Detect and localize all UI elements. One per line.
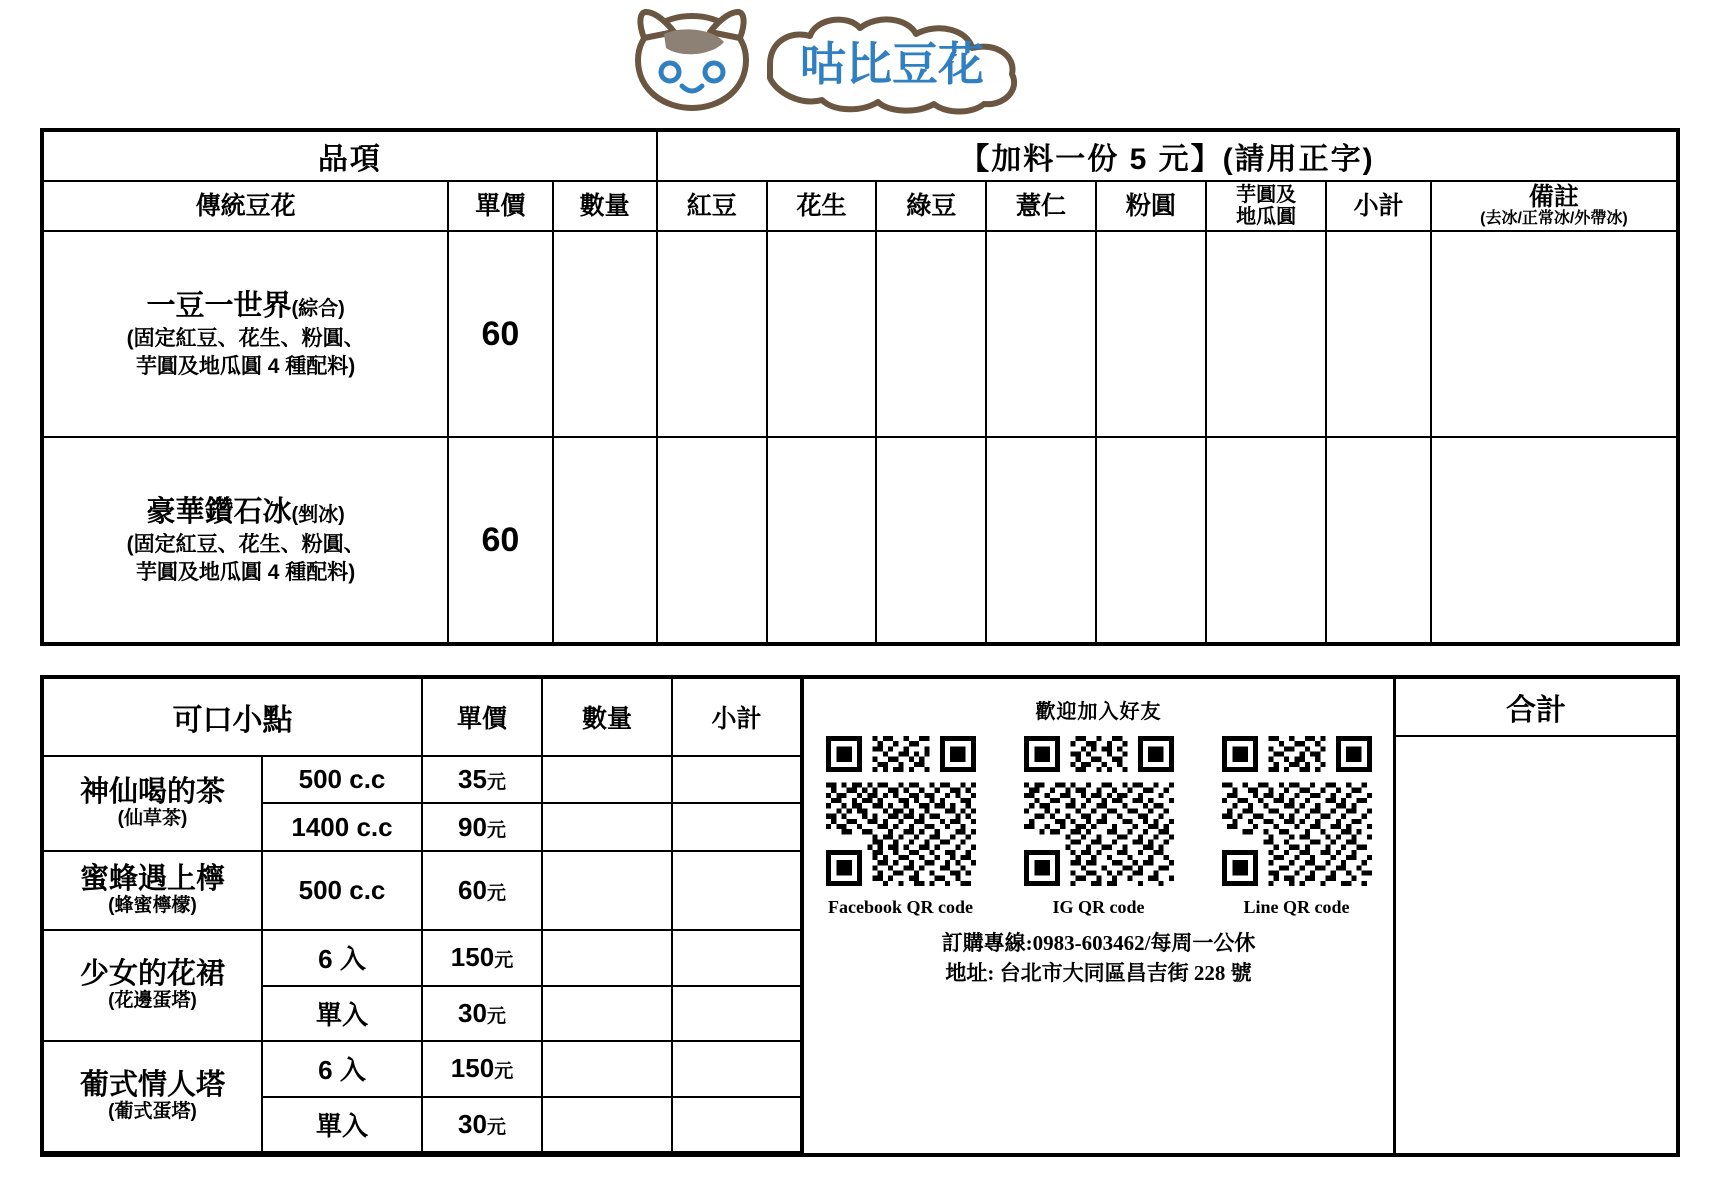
snacks-header-qty: 數量 (542, 679, 672, 756)
snack-size-2-0: 6 入 (262, 930, 422, 985)
item-qty-input-1[interactable] (553, 231, 657, 437)
snack-price-unit-0-0: 元 (486, 772, 506, 794)
qr-facebook[interactable] (826, 736, 976, 918)
snack-name-cn-1: 蜜蜂遇上檸 (79, 863, 225, 896)
order-table-title-row (42, 130, 1678, 181)
snack-name-sub-3: (葡式蛋塔) (108, 1101, 197, 1123)
qr-code-icon (1024, 736, 1174, 886)
snack-name-cn-2: 少女的花裙 (79, 958, 225, 991)
order-sheet (40, 128, 1680, 646)
snack-price-unit-2-1: 元 (486, 1005, 506, 1027)
qr-caption-line: Line QR code (1243, 897, 1350, 917)
brand-name-text: 咕比豆花 (800, 38, 984, 90)
snack-size-3-0: 6 入 (262, 1041, 422, 1096)
topping-line-2: 地瓜圓 (1236, 206, 1297, 228)
address-line: 地址: 台北市大同區昌吉街 228 號 (945, 961, 1252, 986)
item-name-cell-2 (42, 437, 448, 644)
snack-size-0-0: 500 c.c (262, 756, 422, 803)
snack-price-value-0-1: 90 (458, 811, 487, 842)
snack-price-value-2-1: 30 (458, 997, 487, 1028)
item-topping-taro-2[interactable] (1206, 437, 1327, 644)
order-table-header-row (42, 181, 1678, 231)
item-subtotal-1[interactable] (1326, 231, 1430, 437)
snack-name-lace-tart (44, 930, 262, 1041)
snack-row (44, 756, 801, 803)
item-title-2 (45, 494, 446, 530)
col-topping-tapioca: 粉圓 (1096, 181, 1206, 231)
item-name-cell-1 (42, 231, 448, 437)
snack-subtotal-2-0[interactable] (672, 930, 801, 985)
snack-size-3-1: 單入 (262, 1097, 422, 1152)
snack-subtotal-0-0[interactable] (672, 756, 801, 803)
snack-qty-1-0[interactable] (542, 851, 672, 930)
col-remark (1431, 181, 1678, 231)
snack-name-sub-0: (仙草茶) (117, 807, 188, 829)
snack-qty-2-1[interactable] (542, 986, 672, 1041)
topping-line-1: 芋圓及 (1236, 184, 1297, 206)
snack-name-cn-0: 神仙喝的茶 (79, 776, 225, 809)
total-panel (1396, 679, 1676, 1153)
snack-price-value-0-0: 35 (458, 764, 487, 795)
header-items: 品項 (42, 130, 657, 181)
order-row-item-2 (42, 437, 1678, 644)
item-title-1 (45, 288, 446, 324)
item-topping-red-bean-1[interactable] (657, 231, 767, 437)
item-topping-peanut-1[interactable] (767, 231, 877, 437)
col-subtotal: 小計 (1326, 181, 1430, 231)
snack-qty-3-1[interactable] (542, 1097, 672, 1152)
total-value-field[interactable] (1396, 737, 1676, 1153)
brand-name-bubble (770, 19, 1014, 111)
item-topping-taro-1[interactable] (1206, 231, 1327, 437)
snack-size-1-0: 500 c.c (262, 851, 422, 930)
item-topping-job-tears-1[interactable] (986, 231, 1096, 437)
friend-invite-text: 歡迎加入好友 (1035, 701, 1162, 723)
snack-name-tea (44, 756, 262, 851)
col-topping-peanut: 花生 (767, 181, 877, 231)
snack-subtotal-3-1[interactable] (672, 1097, 801, 1152)
snack-qty-3-0[interactable] (542, 1041, 672, 1096)
order-row-item-1 (42, 231, 1678, 437)
remark-subtitle: (去冰/正常冰/外帶冰) (1480, 209, 1628, 227)
item-price-2: 60 (448, 437, 552, 644)
snacks-header-row (44, 679, 801, 756)
contact-panel (804, 679, 1396, 1153)
snacks-panel (44, 679, 804, 1153)
col-topping-mung-bean: 綠豆 (876, 181, 986, 231)
snack-name-honey-lemon (44, 851, 262, 930)
snack-price-0-1 (422, 803, 542, 850)
item-desc-line2-2: 芋圓及地瓜圓 4 種配料) (135, 561, 356, 585)
snack-price-value-2-0: 150 (450, 942, 495, 973)
item-desc-line2-1: 芋圓及地瓜圓 4 種配料) (135, 355, 356, 379)
col-topping-red-bean: 紅豆 (657, 181, 767, 231)
qr-code-icon (1222, 736, 1372, 886)
snack-price-3-1 (422, 1097, 542, 1152)
item-qty-input-2[interactable] (553, 437, 657, 644)
snacks-header-name: 可口小點 (44, 679, 422, 756)
qr-code-icon (826, 736, 976, 886)
item-topping-job-tears-2[interactable] (986, 437, 1096, 644)
snack-price-value-3-1: 30 (458, 1108, 487, 1139)
snack-size-2-1: 單入 (262, 986, 422, 1041)
contact-details (804, 928, 1393, 989)
col-unit-price: 單價 (448, 181, 552, 231)
snacks-header-price: 單價 (422, 679, 542, 756)
header-toppings: 【加料一份 5 元】(請用正字) (657, 130, 1678, 181)
qr-code-row (804, 736, 1393, 918)
snack-price-0-0 (422, 756, 542, 803)
cat-logo-icon (638, 12, 746, 108)
snack-price-2-1 (422, 986, 542, 1041)
snack-price-value-1-0: 60 (458, 874, 487, 905)
item-title-text-1: 一豆一世界 (146, 289, 292, 322)
snack-row (44, 1041, 801, 1096)
item-desc-line1-1: (固定紅豆、花生、粉圓、 (126, 326, 365, 350)
total-label: 合計 (1396, 679, 1676, 737)
snack-name-sub-1: (蜂蜜檸檬) (108, 894, 197, 916)
snack-name-cn-3: 葡式情人塔 (79, 1069, 225, 1102)
col-topping-job-tears: 薏仁 (986, 181, 1096, 231)
remark-title: 備註 (1528, 183, 1579, 212)
snack-size-0-1: 1400 c.c (262, 803, 422, 850)
snack-row (44, 851, 801, 930)
item-topping-mung-bean-2[interactable] (876, 437, 986, 644)
snack-subtotal-1-0[interactable] (672, 851, 801, 930)
item-title-text-2: 豪華鑽石冰 (146, 495, 292, 528)
snack-price-unit-3-1: 元 (486, 1116, 506, 1138)
item-price-1: 60 (448, 231, 552, 437)
snack-row (44, 930, 801, 985)
item-subtotal-2[interactable] (1326, 437, 1430, 644)
item-desc-line1-2: (固定紅豆、花生、粉圓、 (126, 532, 365, 556)
item-remark-1[interactable] (1431, 231, 1678, 437)
item-title-paren-2: (剉冰) (291, 503, 345, 526)
snack-subtotal-0-1[interactable] (672, 803, 801, 850)
snacks-header-subtotal: 小計 (672, 679, 801, 756)
col-traditional-douhua: 傳統豆花 (42, 181, 448, 231)
snack-subtotal-2-1[interactable] (672, 986, 801, 1041)
qr-instagram[interactable] (1024, 736, 1174, 918)
snack-price-1-0 (422, 851, 542, 930)
item-topping-red-bean-2[interactable] (657, 437, 767, 644)
order-phone-line: 訂購專線:0983-603462/每周一公休 (941, 931, 1256, 955)
order-table (40, 128, 1680, 646)
snack-price-unit-0-1: 元 (486, 819, 506, 841)
brand-logo (620, 8, 1120, 118)
item-title-paren-1: (綜合) (291, 297, 345, 320)
item-topping-peanut-2[interactable] (767, 437, 877, 644)
item-topping-tapioca-2[interactable] (1096, 437, 1206, 644)
qr-line[interactable] (1222, 736, 1372, 918)
snack-price-unit-1-0: 元 (486, 882, 506, 904)
snack-price-3-0 (422, 1041, 542, 1096)
snack-price-unit-3-0: 元 (494, 1061, 514, 1083)
snack-price-2-0 (422, 930, 542, 985)
snack-qty-0-1[interactable] (542, 803, 672, 850)
snack-name-sub-2: (花邊蛋塔) (108, 990, 197, 1012)
snack-subtotal-3-0[interactable] (672, 1041, 801, 1096)
qr-caption-facebook: Facebook QR code (828, 897, 973, 917)
item-topping-tapioca-1[interactable] (1096, 231, 1206, 437)
snack-qty-2-0[interactable] (542, 930, 672, 985)
snack-price-unit-2-0: 元 (494, 950, 514, 972)
snacks-table (44, 679, 802, 1153)
col-topping-taro-sweetpotato (1206, 181, 1327, 231)
lower-section (40, 675, 1680, 1157)
snack-price-value-3-0: 150 (450, 1053, 495, 1084)
snack-qty-0-0[interactable] (542, 756, 672, 803)
snack-name-portuguese-tart (44, 1041, 262, 1152)
item-remark-2[interactable] (1431, 437, 1678, 644)
qr-caption-instagram: IG QR code (1052, 897, 1145, 917)
col-quantity: 數量 (553, 181, 657, 231)
item-topping-mung-bean-1[interactable] (876, 231, 986, 437)
